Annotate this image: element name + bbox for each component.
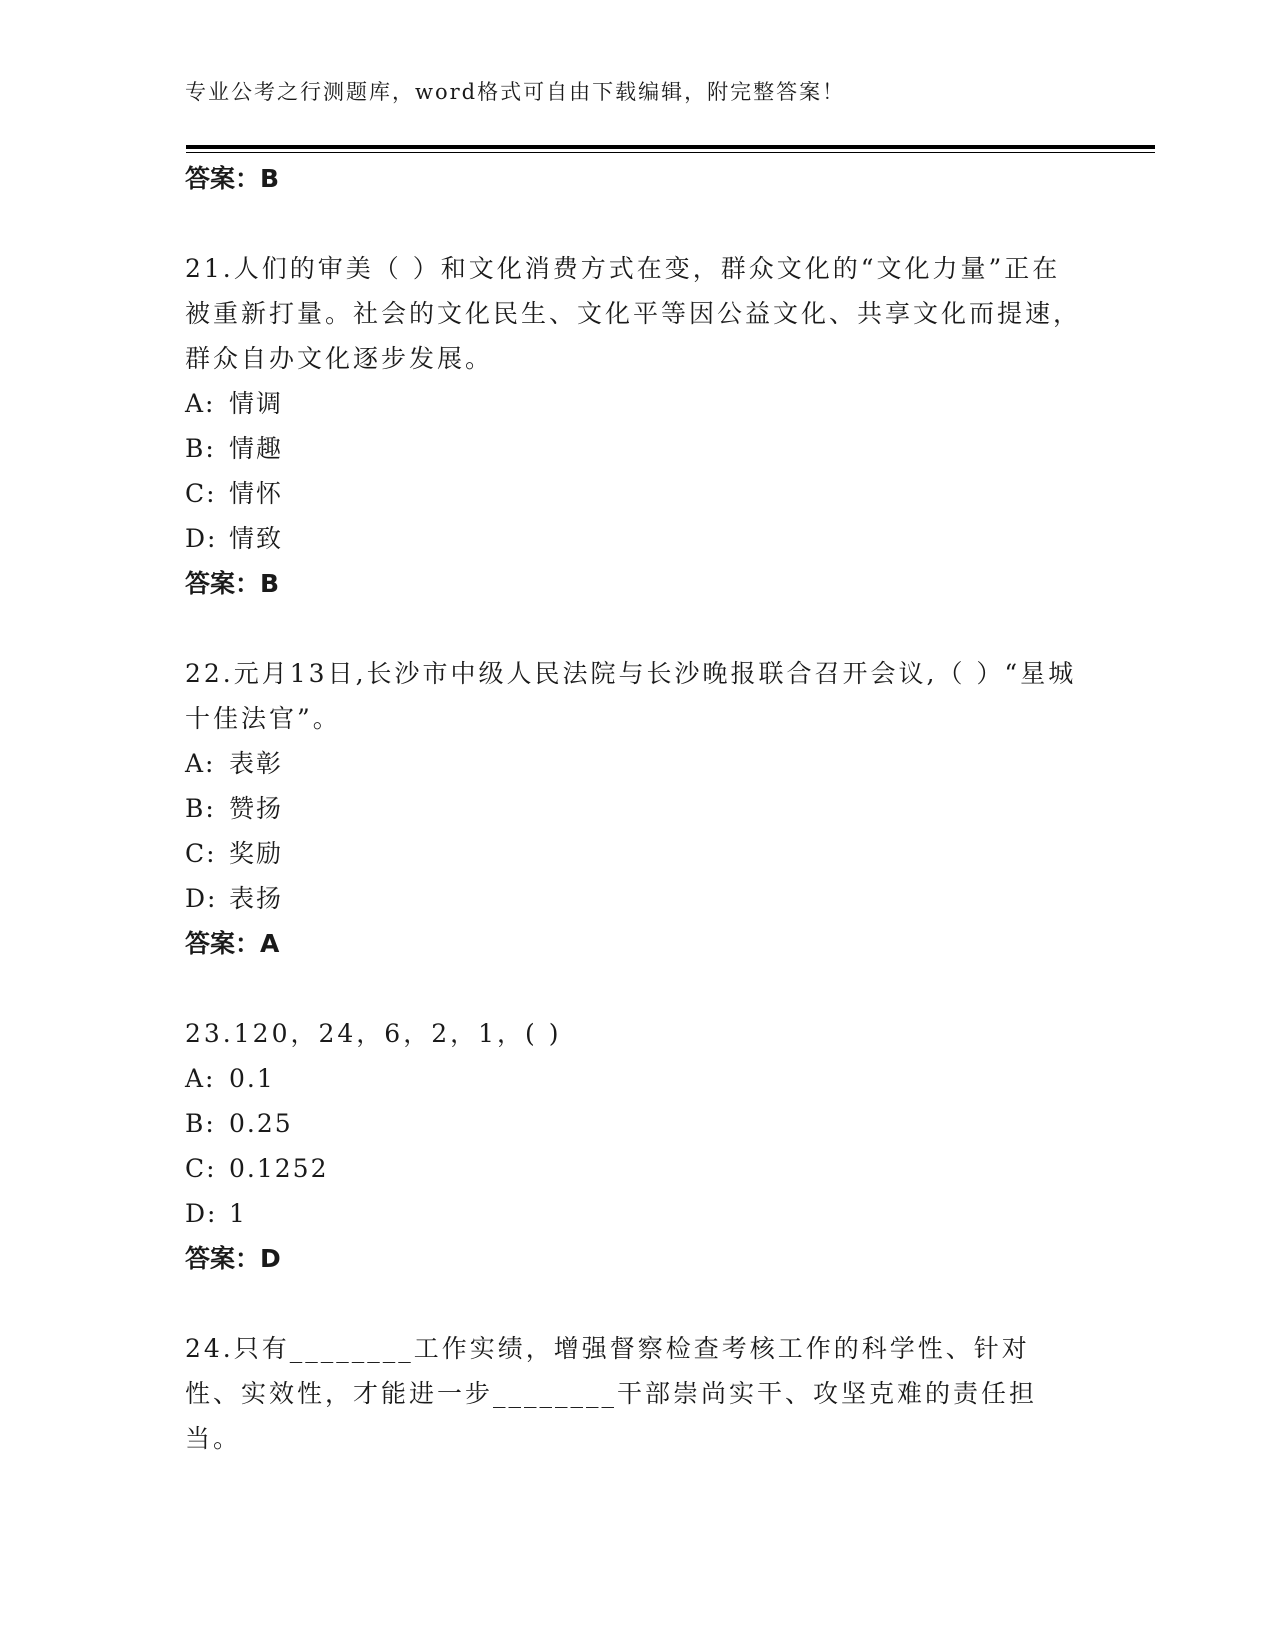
option-text: 情调 — [229, 389, 284, 418]
option-key: A: — [185, 749, 216, 778]
option-key: C: — [185, 479, 217, 508]
question-text: 22.元月13日,长沙市中级人民法院与长沙晚报联合召开会议,（ ）“星城十佳法官”。 — [185, 659, 1077, 733]
question-text: 23.120，24，6，2，1，( ) — [185, 1019, 562, 1048]
option-b — [185, 426, 1085, 471]
option-key: D: — [185, 884, 218, 913]
option-c — [185, 831, 1085, 876]
answer-line: 答案：A — [185, 929, 280, 958]
question-23 — [185, 1011, 1085, 1281]
document-body — [185, 156, 1085, 1461]
option-a — [185, 1056, 1085, 1101]
option-a — [185, 381, 1085, 426]
option-text: 0.25 — [229, 1109, 293, 1138]
page-header: 专业公考之行测题库，word格式可自由下载编辑，附完整答案！ — [185, 80, 846, 104]
option-text: 0.1252 — [229, 1154, 329, 1183]
question-22 — [185, 651, 1085, 966]
option-key: C: — [185, 1154, 217, 1183]
option-key: D: — [185, 1199, 218, 1228]
option-d — [185, 516, 1085, 561]
question-21 — [185, 246, 1085, 606]
option-b — [185, 786, 1085, 831]
question-24 — [185, 1326, 1085, 1461]
option-a — [185, 741, 1085, 786]
option-key: B: — [185, 434, 216, 463]
option-key: B: — [185, 794, 216, 823]
option-key: A: — [185, 1064, 216, 1093]
question-text: 21.人们的审美（ ）和文化消费方式在变，群众文化的“文化力量”正在被重新打量。社会的文化民生、文化平等因公益文化、共享文化而提速，群众自办文化逐步发展。 — [185, 254, 1082, 373]
option-text: 情趣 — [229, 434, 284, 463]
option-key: D: — [185, 524, 218, 553]
option-text: 1 — [229, 1199, 247, 1228]
option-text: 0.1 — [229, 1064, 275, 1093]
header-divider — [186, 145, 1155, 149]
option-text: 情怀 — [229, 479, 284, 508]
option-key: A: — [185, 389, 216, 418]
option-key: C: — [185, 839, 217, 868]
option-text: 赞扬 — [229, 794, 284, 823]
answer-line: 答案：B — [185, 164, 280, 193]
option-text: 情致 — [229, 524, 284, 553]
option-text: 表扬 — [229, 884, 284, 913]
option-b — [185, 1101, 1085, 1146]
option-key: B: — [185, 1109, 216, 1138]
option-d — [185, 876, 1085, 921]
option-d — [185, 1191, 1085, 1236]
question-text: 24.只有________工作实绩，增强督察检查考核工作的科学性、针对性、实效性，才能进一步________干部崇尚实干、攻坚克难的责任担当。 — [185, 1334, 1038, 1453]
option-text: 表彰 — [229, 749, 284, 778]
answer-line: 答案：B — [185, 569, 280, 598]
option-text: 奖励 — [229, 839, 284, 868]
option-c — [185, 1146, 1085, 1191]
option-c — [185, 471, 1085, 516]
answer-line: 答案：D — [185, 1244, 281, 1273]
